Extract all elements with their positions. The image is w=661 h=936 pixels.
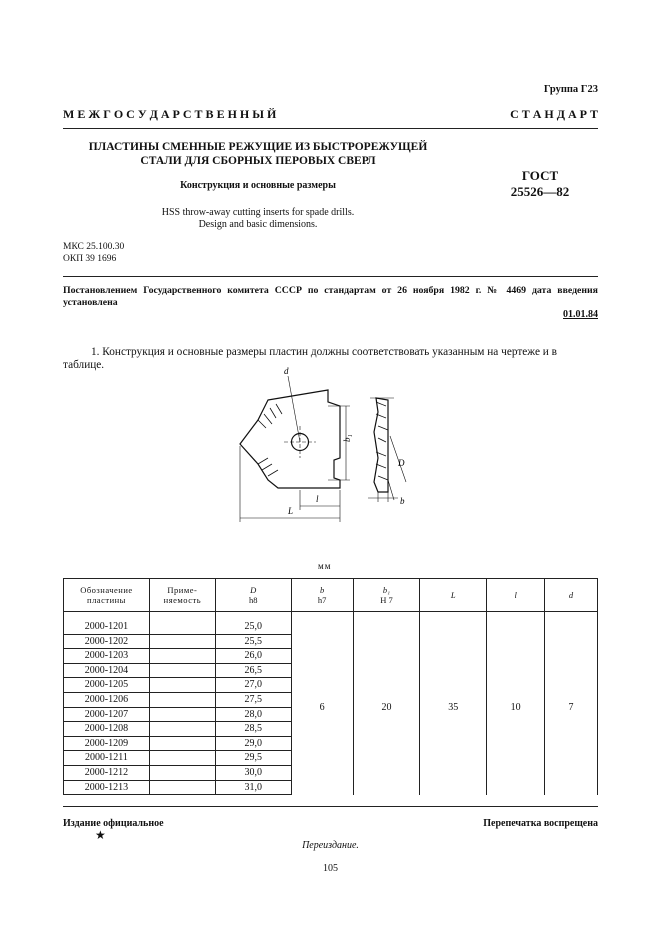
header-l	[487, 579, 545, 612]
header-L-symbol: L	[450, 590, 456, 600]
header-L	[420, 579, 487, 612]
cell-applicability	[149, 765, 215, 780]
cell-D: 26,5	[215, 663, 291, 678]
classification-codes	[63, 241, 124, 265]
cell-designation: 2000-1206	[64, 692, 150, 707]
cell-b1-common: 20	[353, 620, 420, 795]
cell-applicability	[149, 722, 215, 737]
cell-designation: 2000-1213	[64, 780, 150, 795]
cell-l-common: 10	[487, 620, 545, 795]
insert-drawing	[228, 362, 428, 527]
cell-designation: 2000-1211	[64, 751, 150, 766]
document-subtitle: Конструкция и основные размеры	[180, 180, 336, 191]
header-b-tol: h7	[317, 595, 327, 605]
official-edition: Издание официальное	[63, 818, 164, 829]
cell-designation: 2000-1201	[64, 620, 150, 634]
cell-designation: 2000-1208	[64, 722, 150, 737]
cell-designation: 2000-1202	[64, 634, 150, 649]
english-line-1: HSS throw-away cutting inserts for spade drills.	[161, 207, 355, 218]
title-line-2: СТАЛИ ДЛЯ СБОРНЫХ ПЕРОВЫХ СВЕРЛ	[140, 155, 376, 167]
footer-rule	[63, 806, 598, 807]
mks-code: МКС 25.100.30	[63, 242, 125, 252]
codes-rule	[63, 276, 598, 277]
table-row	[64, 620, 598, 634]
cell-designation: 2000-1204	[64, 663, 150, 678]
cell-applicability	[149, 649, 215, 664]
spacer-cell	[64, 612, 150, 621]
gost-designation	[480, 168, 600, 200]
cell-designation: 2000-1205	[64, 678, 150, 693]
cell-D: 25,5	[215, 634, 291, 649]
cell-D: 27,0	[215, 678, 291, 693]
cell-applicability	[149, 707, 215, 722]
header-applicability: Приме- няемость	[149, 579, 215, 612]
header-D	[215, 579, 291, 612]
cell-D: 26,0	[215, 649, 291, 664]
english-title	[63, 207, 453, 231]
spacer-cell	[545, 612, 598, 621]
gost-label: ГОСТ	[521, 168, 559, 183]
cell-designation: 2000-1209	[64, 736, 150, 751]
side-view	[374, 398, 388, 492]
cell-applicability	[149, 780, 215, 795]
title-line-1: ПЛАСТИНЫ СМЕННЫЕ РЕЖУЩИЕ ИЗ БЫСТРОРЕЖУЩЕЙ	[88, 141, 428, 153]
cell-designation: 2000-1212	[64, 765, 150, 780]
table-row	[64, 612, 598, 621]
cell-D: 28,0	[215, 707, 291, 722]
header-b1	[353, 579, 420, 612]
header-D-tol: h8	[249, 595, 258, 605]
cell-applicability	[149, 620, 215, 634]
cell-designation: 2000-1207	[64, 707, 150, 722]
cell-applicability	[149, 634, 215, 649]
cell-applicability	[149, 692, 215, 707]
header-d	[545, 579, 598, 612]
cell-d-common: 7	[545, 620, 598, 795]
unit-label: мм	[318, 561, 332, 571]
decree-text: Постановлением Государственного комитета СССР по стандартам от 26 ноября 1982 г. № 4469 дата введения установлена	[63, 285, 598, 308]
document-title	[63, 140, 453, 168]
cell-D: 28,5	[215, 722, 291, 737]
label-d: d	[284, 366, 289, 376]
paragraph-1: 1. Конструкция и основные размеры пластин должны соответствовать указанным на чертеже и в таблице.	[63, 346, 557, 371]
header-D-symbol: D	[250, 585, 257, 595]
star-icon: ★	[95, 828, 106, 842]
cell-L-common: 35	[420, 620, 487, 795]
reissue-note: Переиздание.	[302, 840, 359, 851]
spacer-cell	[215, 612, 291, 621]
header-d-symbol: d	[568, 590, 574, 600]
dimensions-table	[63, 578, 598, 795]
lower-edge-serrations	[258, 458, 278, 476]
spacer-cell	[487, 612, 545, 621]
header-b1-tol: H 7	[380, 595, 393, 605]
cell-D: 29,5	[215, 751, 291, 766]
cell-b-common: 6	[291, 620, 353, 795]
cutting-edge-serrations	[258, 404, 282, 428]
label-l: l	[316, 494, 319, 504]
header-l-symbol: l	[514, 590, 517, 600]
cell-designation: 2000-1203	[64, 649, 150, 664]
standard-word: С Т А Н Д А Р Т	[510, 107, 598, 121]
label-b: b	[400, 496, 405, 506]
group-code: Группа Г23	[543, 84, 598, 95]
english-line-2: Design and basic dimensions.	[198, 219, 318, 230]
cell-D: 30,0	[215, 765, 291, 780]
interstate-standard-banner	[63, 107, 598, 122]
okp-code: ОКП 39 1696	[63, 254, 117, 264]
label-D: D	[398, 458, 405, 468]
interstate-word: М Е Ж Г О С У Д А Р С Т В Е Н Н Ы Й	[63, 107, 277, 121]
label-L: L	[288, 506, 294, 516]
cell-D: 31,0	[215, 780, 291, 795]
cell-applicability	[149, 751, 215, 766]
insert-outline	[240, 390, 340, 488]
label-b1: b₁	[342, 434, 352, 442]
header-b-symbol: b	[319, 585, 325, 595]
header-rule	[63, 128, 598, 129]
reprint-forbidden: Перепечатка воспрещена	[483, 818, 598, 829]
header-b	[291, 579, 353, 612]
header-designation: Обозначение пластины	[64, 579, 150, 612]
cell-applicability	[149, 663, 215, 678]
introduction-date: 01.01.84	[563, 309, 598, 320]
spacer-cell	[420, 612, 487, 621]
spacer-cell	[291, 612, 353, 621]
cell-D: 27,5	[215, 692, 291, 707]
cell-D: 25,0	[215, 620, 291, 634]
spacer-cell	[149, 612, 215, 621]
cell-applicability	[149, 736, 215, 751]
page-number: 105	[323, 863, 338, 874]
table-header-row	[64, 579, 598, 612]
header-b1-symbol: b₁	[382, 585, 391, 595]
spacer-cell	[353, 612, 420, 621]
cell-D: 29,0	[215, 736, 291, 751]
gost-number: 25526—82	[510, 184, 570, 199]
cell-applicability	[149, 678, 215, 693]
